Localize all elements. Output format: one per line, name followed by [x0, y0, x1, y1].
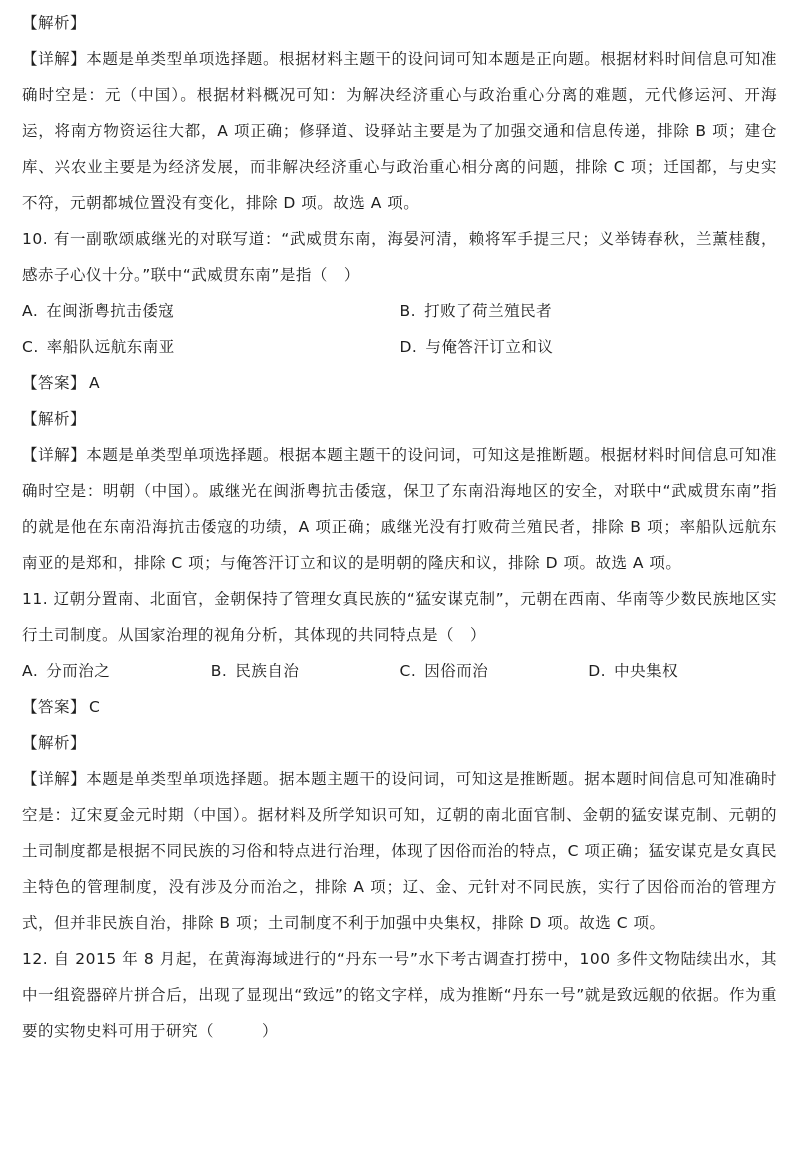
q10-option-b: [400, 293, 778, 329]
q10-option-c: [22, 329, 400, 365]
q11-answer-line: [22, 689, 777, 725]
q11-option-d-key: D.: [588, 662, 607, 680]
q10-answer-value: A: [89, 374, 101, 392]
q11-option-d: [588, 653, 777, 689]
q10-answer-label: 【答案】: [22, 374, 87, 392]
q11-answer-label: 【答案】: [22, 698, 87, 716]
q11-option-c-key: C.: [399, 662, 417, 680]
question-10-options: [22, 293, 777, 365]
q11-option-b-key: B.: [210, 662, 228, 680]
q9-detail-paragraph: 【详解】本题是单类型单项选择题。根据材料主题干的设问词可知本题是正向题。根据材料时间信息可知准确时空是：元（中国）。根据材料概况可知：为解决经济重心与政治重心分离的难题，元代修运河、开海运，将南方物资运往大都，A 项正确；修驿道、设驿站主要是为了加强交通和信息传递，排除 B 项；建仓库、兴农业主要是为经济发展，而非解决经济重心与政治重心相分离的问题，排除 C 项；迁国都，与史实不符，元朝都城位置没有变化，排除 D 项。故选 A 项。: [22, 50, 777, 212]
q11-option-a: [22, 653, 211, 689]
q11-option-a-text: 分而治之: [46, 662, 111, 680]
q10-option-d-key: D.: [399, 338, 418, 356]
q9-analysis-label: 【解析】: [22, 14, 87, 32]
q10-analysis-label: 【解析】: [22, 410, 87, 428]
q10-detail-paragraph: 【详解】本题是单类型单项选择题。根据本题主题干的设问词，可知这是推断题。根据材料时间信息可知准确时空是：明朝（中国）。戚继光在闽浙粤抗击倭寇，保卫了东南沿海地区的安全，对联中“武威贯东南”指的就是他在东南沿海抗击倭寇的功绩，A 项正确；戚继光没有打败荷兰殖民者，排除 B 项；率船队远航东南亚的是郑和，排除 C 项；与俺答汗订立和议的是明朝的隆庆和议，排除 D 项。故选 A 项。: [22, 446, 777, 572]
q10-answer-line: [22, 365, 777, 401]
q10-option-a-text: 在闽浙粤抗击倭寇: [46, 302, 175, 320]
q11-detail-paragraph: 【详解】本题是单类型单项选择题。据本题主题干的设问词，可知这是推断题。据本题时间信息可知准确时空是：辽宋夏金元时期（中国）。据材料及所学知识可知，辽朝的南北面官制、金朝的猛安谋克制、元朝的土司制度都是根据不同民族的习俗和特点进行治理，体现了因俗而治的特点，C 项正确；猛安谋克是女真民主特色的管理制度，没有涉及分而治之，排除 A 项；辽、金、元针对不同民族，实行了因俗而治的管理方式，但并非民族自治，排除 B 项；土司制度不利于加强中央集权，排除 D 项。故选 C 项。: [22, 770, 777, 932]
question-11-options: [22, 653, 777, 689]
question-12-stem: 12. 自 2015 年 8 月起，在黄海海域进行的“丹东一号”水下考古调查打捞中，100 多件文物陆续出水，其中一组瓷器碎片拼合后，出现了显现出“致远”的铭文字样，成为推断“丹东一号”就是致远舰的依据。作为重要的实物史料可用于研究（ ）: [22, 950, 777, 1040]
q10-option-b-text: 打败了荷兰殖民者: [424, 302, 553, 320]
q11-option-b: [211, 653, 400, 689]
q10-option-d-text: 与俺答汗订立和议: [425, 338, 554, 356]
q11-analysis-label: 【解析】: [22, 734, 87, 752]
question-10-stem: 10. 有一副歌颂戚继光的对联写道：“武威贯东南，海晏河清，赖将军手提三尺；义举铸春秋，兰薰桂馥，感赤子心仪十分。”联中“武威贯东南”是指（ ）: [22, 230, 777, 284]
q11-option-c-text: 因俗而治: [424, 662, 489, 680]
question-11-stem: 11. 辽朝分置南、北面官，金朝保持了管理女真民族的“猛安谋克制”，元朝在西南、华南等少数民族地区实行土司制度。从国家治理的视角分析，其体现的共同特点是（ ）: [22, 590, 777, 644]
q10-option-a-key: A.: [22, 302, 39, 320]
q11-option-b-text: 民族自治: [235, 662, 300, 680]
q11-option-d-text: 中央集权: [614, 662, 679, 680]
q11-option-a-key: A.: [22, 662, 39, 680]
q10-option-a: [22, 293, 400, 329]
q10-option-c-key: C.: [22, 338, 39, 356]
q10-option-c-text: 率船队远航东南亚: [46, 338, 175, 356]
q10-option-d: [400, 329, 778, 365]
q11-answer-value: C: [89, 698, 101, 716]
q11-option-c: [400, 653, 589, 689]
q10-option-b-key: B.: [399, 302, 417, 320]
